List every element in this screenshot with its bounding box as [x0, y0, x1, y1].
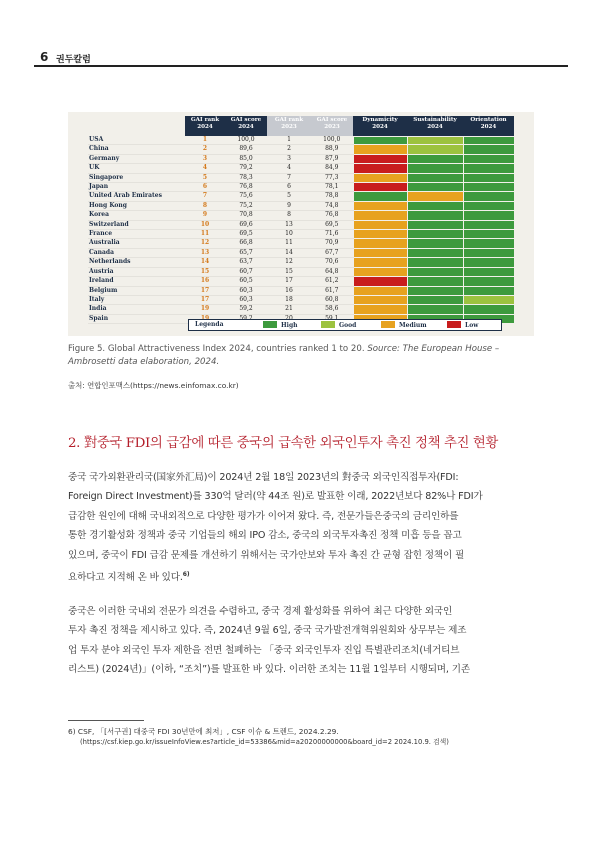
table-row: [88, 220, 514, 229]
score-2023-cell: 78,1: [311, 183, 353, 192]
sustainability-cell: [407, 239, 463, 248]
score-2023-cell: 78,8: [311, 192, 353, 201]
gai-table: [88, 116, 515, 324]
country-cell: Canada: [88, 248, 185, 257]
legend-swatch-high: [263, 321, 277, 328]
header-blank: [88, 116, 185, 136]
source-note: 출처: 연합인포맥스(https://news.einfomax.co.kr): [68, 381, 239, 390]
sustainability-cell: [407, 164, 463, 173]
legend-swatch-good: [321, 321, 335, 328]
table-row: [88, 258, 514, 267]
paragraph-line: 중국은 이러한 국내외 전문가 의견을 수렴하고, 중국 경제 활성화를 위하여 최근 다양한 외국인: [68, 606, 453, 617]
dynamicity-cell: [353, 183, 407, 192]
rank-2024-cell: 4: [185, 164, 225, 173]
legend-good: [321, 321, 356, 329]
header-rule: [34, 65, 568, 67]
rank-2024-cell: 9: [185, 211, 225, 220]
header-orientation: Orientation 2024: [463, 116, 514, 136]
orientation-cell: [463, 258, 514, 267]
orientation-cell: [463, 201, 514, 210]
rank-2023-cell: 14: [267, 248, 311, 257]
rank-2024-cell: 2: [185, 145, 225, 154]
legend-swatch-medium: [381, 321, 395, 328]
country-cell: UK: [88, 164, 185, 173]
sustainability-cell: [407, 173, 463, 182]
rank-2023-cell: 6: [267, 183, 311, 192]
paragraph-line: 급감한 원인에 대해 국내외적으로 다양한 평가가 이어져 왔다. 즉, 전문가들은중국의 금리인하를: [68, 510, 459, 522]
legend-label-good: Good: [339, 322, 357, 329]
score-2024-cell: 75,2: [225, 201, 267, 210]
score-2023-cell: 88,9: [311, 145, 353, 154]
score-2024-cell: 69,6: [225, 220, 267, 229]
table-row: [88, 267, 514, 276]
paragraph-line: 리스트) (2024년)」(이하, “조치”)를 발표한 바 있다. 이러한 조치는 11월 1일부터 시행되며, 기존: [68, 664, 470, 676]
score-2023-cell: 61,2: [311, 277, 353, 286]
rank-2023-cell: 8: [267, 211, 311, 220]
table-body: [88, 136, 514, 324]
country-cell: Japan: [88, 183, 185, 192]
table-row: [88, 201, 514, 210]
sustainability-cell: [407, 183, 463, 192]
dynamicity-cell: [353, 154, 407, 163]
score-2024-cell: 69,5: [225, 230, 267, 239]
sustainability-cell: [407, 248, 463, 257]
legend-label-low: Low: [465, 322, 479, 329]
table-row: [88, 164, 514, 173]
dynamicity-cell: [353, 239, 407, 248]
paragraph-1: [68, 468, 534, 587]
score-2023-cell: 70,6: [311, 258, 353, 267]
rank-2024-cell: 14: [185, 258, 225, 267]
rank-2024-cell: 19: [185, 305, 225, 314]
table-row: [88, 136, 514, 145]
legend-low: [447, 321, 478, 329]
rank-2024-cell: 6: [185, 183, 225, 192]
orientation-cell: [463, 295, 514, 304]
dynamicity-cell: [353, 136, 407, 145]
legend-label-medium: Medium: [399, 322, 427, 329]
sustainability-cell: [407, 211, 463, 220]
country-cell: Austria: [88, 267, 185, 276]
dynamicity-cell: [353, 277, 407, 286]
rank-2024-cell: 17: [185, 295, 225, 304]
section-heading: 2. 對중국 FDI의 급감에 따른 중국의 급속한 외국인투자 촉진 정책 추진 현황: [68, 436, 498, 451]
score-2023-cell: 71,6: [311, 230, 353, 239]
table-header-row: [88, 116, 514, 136]
figure-gai-table: [68, 112, 534, 336]
sustainability-cell: [407, 220, 463, 229]
table-row: [88, 211, 514, 220]
orientation-cell: [463, 277, 514, 286]
header-gai-rank-2023: GAI rank 2023: [267, 116, 311, 136]
dynamicity-cell: [353, 248, 407, 257]
rank-2023-cell: 17: [267, 277, 311, 286]
country-cell: France: [88, 230, 185, 239]
rank-2023-cell: 12: [267, 258, 311, 267]
header-dynamicity: Dynamicity 2024: [353, 116, 407, 136]
score-2023-cell: 87,9: [311, 154, 353, 163]
country-cell: India: [88, 305, 185, 314]
dynamicity-cell: [353, 145, 407, 154]
header-gai-score-2023: GAI score 2023: [311, 116, 353, 136]
country-cell: Korea: [88, 211, 185, 220]
footnote-ref: 6): [182, 571, 190, 579]
orientation-cell: [463, 286, 514, 295]
dynamicity-cell: [353, 258, 407, 267]
footnote-url: (https://csf.kiep.go.kr/issueInfoView.es?article_id=53386&mid=a20200000000&board_id=2 2024.10.9. 검색): [80, 738, 449, 746]
country-cell: Switzerland: [88, 220, 185, 229]
rank-2024-cell: 11: [185, 230, 225, 239]
sustainability-cell: [407, 305, 463, 314]
sustainability-cell: [407, 230, 463, 239]
dynamicity-cell: [353, 305, 407, 314]
table-row: [88, 173, 514, 182]
legend-label-high: High: [281, 322, 298, 329]
score-2024-cell: 85,0: [225, 154, 267, 163]
rank-2024-cell: 12: [185, 239, 225, 248]
orientation-cell: [463, 136, 514, 145]
sustainability-cell: [407, 277, 463, 286]
score-2024-cell: 63,7: [225, 258, 267, 267]
figure-caption: [68, 343, 538, 368]
table-row: [88, 230, 514, 239]
orientation-cell: [463, 173, 514, 182]
sustainability-cell: [407, 295, 463, 304]
section-name: 권두칼럼: [56, 55, 91, 65]
orientation-cell: [463, 248, 514, 257]
rank-2023-cell: 21: [267, 305, 311, 314]
table-row: [88, 154, 514, 163]
sustainability-cell: [407, 136, 463, 145]
sustainability-cell: [407, 286, 463, 295]
table-row: [88, 277, 514, 286]
country-cell: Singapore: [88, 173, 185, 182]
score-2024-cell: 65,7: [225, 248, 267, 257]
rank-2024-cell: 8: [185, 201, 225, 210]
rank-2023-cell: 16: [267, 286, 311, 295]
rank-2024-cell: 15: [185, 267, 225, 276]
score-2023-cell: 64,8: [311, 267, 353, 276]
score-2024-cell: 70,8: [225, 211, 267, 220]
orientation-cell: [463, 305, 514, 314]
score-2024-cell: 100,0: [225, 136, 267, 145]
score-2023-cell: 58,6: [311, 305, 353, 314]
paragraph-line: 있으며, 중국이 FDI 급감 문제를 개선하기 위해서는 국가안보와 투자 촉진 간 균형 잡힌 정책이 필: [68, 549, 465, 561]
legend-high: [263, 321, 298, 329]
header-gai-rank-2024: GAI rank 2024: [185, 116, 225, 136]
paragraph-line: 중국 국가외환관리국(国家外汇局)이 2024년 2월 18일 2023년의 對중국 외국인직접투자(FDI:: [68, 472, 459, 483]
header-gai-score-2024: GAI score 2024: [225, 116, 267, 136]
caption-main: Figure 5. Global Attractiveness Index 2024, countries ranked 1 to 20.: [68, 344, 365, 354]
rank-2023-cell: 18: [267, 295, 311, 304]
rank-2024-cell: 16: [185, 277, 225, 286]
paragraph-line-text: 요하다고 지적해 온 바 있다.: [68, 572, 183, 584]
rank-2023-cell: 10: [267, 230, 311, 239]
caption-source-2: Ambrosetti data elaboration, 2024.: [68, 356, 220, 367]
score-2023-cell: 69,5: [311, 220, 353, 229]
rank-2023-cell: 5: [267, 192, 311, 201]
score-2024-cell: 78,3: [225, 173, 267, 182]
score-2024-cell: 59,2: [225, 305, 267, 314]
score-2023-cell: 60,8: [311, 295, 353, 304]
country-cell: China: [88, 145, 185, 154]
dynamicity-cell: [353, 164, 407, 173]
score-2024-cell: 76,8: [225, 183, 267, 192]
dynamicity-cell: [353, 220, 407, 229]
paragraph-line: 업 투자 분야 외국인 투자 제한을 전면 철폐하는 「중국 외국인투자 진입 특별관리조치(네거티브: [68, 644, 460, 656]
rank-2023-cell: 4: [267, 164, 311, 173]
table-row: [88, 183, 514, 192]
rank-2023-cell: 3: [267, 154, 311, 163]
country-cell: Germany: [88, 154, 185, 163]
rank-2024-cell: 3: [185, 154, 225, 163]
footnote: [68, 726, 538, 748]
table-row: [88, 248, 514, 257]
rank-2023-cell: 15: [267, 267, 311, 276]
orientation-cell: [463, 164, 514, 173]
country-cell: Netherlands: [88, 258, 185, 267]
rank-2024-cell: 7: [185, 192, 225, 201]
score-2023-cell: 84,9: [311, 164, 353, 173]
table-row: [88, 145, 514, 154]
rank-2024-cell: 10: [185, 220, 225, 229]
rank-2024-cell: 13: [185, 248, 225, 257]
orientation-cell: [463, 154, 514, 163]
rank-2024-cell: 5: [185, 173, 225, 182]
orientation-cell: [463, 220, 514, 229]
sustainability-cell: [407, 154, 463, 163]
country-cell: United Arab Emirates: [88, 192, 185, 201]
rank-2023-cell: 7: [267, 173, 311, 182]
country-cell: Hong Kong: [88, 201, 185, 210]
paragraph-2: [68, 602, 534, 680]
orientation-cell: [463, 183, 514, 192]
table-row: [88, 239, 514, 248]
score-2024-cell: 60,5: [225, 277, 267, 286]
footnote-text: 6) CSF, 「[서구권] 대중국 FDI 30년만에 최저」, CSF 이슈 & 트렌드, 2024.2.29.: [68, 727, 339, 736]
dynamicity-cell: [353, 211, 407, 220]
orientation-cell: [463, 211, 514, 220]
score-2024-cell: 60,3: [225, 295, 267, 304]
country-cell: Belgium: [88, 286, 185, 295]
sustainability-cell: [407, 192, 463, 201]
country-cell: USA: [88, 136, 185, 145]
score-2024-cell: 60,7: [225, 267, 267, 276]
sustainability-cell: [407, 201, 463, 210]
score-2023-cell: 67,7: [311, 248, 353, 257]
table-row: [88, 286, 514, 295]
dynamicity-cell: [353, 286, 407, 295]
score-2023-cell: 61,7: [311, 286, 353, 295]
country-cell: Australia: [88, 239, 185, 248]
dynamicity-cell: [353, 267, 407, 276]
table-row: [88, 295, 514, 304]
rank-2023-cell: 2: [267, 145, 311, 154]
sustainability-cell: [407, 267, 463, 276]
paragraph-line: Foreign Direct Investment)를 330억 달러(약 44조 원)로 발표한 이래, 2022년보다 82%나 FDI가: [68, 491, 483, 503]
dynamicity-cell: [353, 295, 407, 304]
score-2023-cell: 77,3: [311, 173, 353, 182]
legend-swatch-low: [447, 321, 461, 328]
header-sustainability: Sustainability 2024: [407, 116, 463, 136]
score-2023-cell: 100,0: [311, 136, 353, 145]
country-cell: Italy: [88, 295, 185, 304]
dynamicity-cell: [353, 173, 407, 182]
orientation-cell: [463, 230, 514, 239]
legend-medium: [381, 321, 427, 329]
rank-2023-cell: 9: [267, 201, 311, 210]
score-2023-cell: 70,9: [311, 239, 353, 248]
score-2024-cell: 89,6: [225, 145, 267, 154]
score-2024-cell: 75,6: [225, 192, 267, 201]
legend: [188, 319, 502, 331]
rank-2023-cell: 13: [267, 220, 311, 229]
country-cell: Spain: [88, 314, 185, 323]
country-cell: Ireland: [88, 277, 185, 286]
score-2024-cell: 79,2: [225, 164, 267, 173]
rank-2024-cell: 17: [185, 286, 225, 295]
paragraph-line: 통한 경기활성화 정책과 중국 기업들의 해외 IPO 감소, 중국의 외국투자촉진 정책 미흡 등을 꼽고: [68, 530, 462, 542]
dynamicity-cell: [353, 230, 407, 239]
dynamicity-cell: [353, 201, 407, 210]
orientation-cell: [463, 239, 514, 248]
table-row: [88, 305, 514, 314]
rank-2023-cell: 1: [267, 136, 311, 145]
table-row: [88, 192, 514, 201]
footnote-rule: [68, 720, 144, 721]
page-number: 6: [40, 50, 49, 64]
score-2024-cell: 60,3: [225, 286, 267, 295]
orientation-cell: [463, 192, 514, 201]
orientation-cell: [463, 145, 514, 154]
sustainability-cell: [407, 258, 463, 267]
paragraph-line-last: [68, 565, 534, 587]
score-2023-cell: 74,8: [311, 201, 353, 210]
score-2023-cell: 76,8: [311, 211, 353, 220]
page-header: [34, 48, 568, 68]
sustainability-cell: [407, 145, 463, 154]
score-2024-cell: 66,8: [225, 239, 267, 248]
dynamicity-cell: [353, 192, 407, 201]
legend-title: Legenda: [195, 321, 224, 328]
rank-2024-cell: 1: [185, 136, 225, 145]
orientation-cell: [463, 267, 514, 276]
caption-source-1: Source: The European House –: [364, 344, 500, 354]
rank-2023-cell: 11: [267, 239, 311, 248]
paragraph-line: 투자 촉진 정책을 제시하고 있다. 즉, 2024년 9월 6일, 중국 국가발전개혁위원회와 상무부는 제조: [68, 625, 467, 637]
